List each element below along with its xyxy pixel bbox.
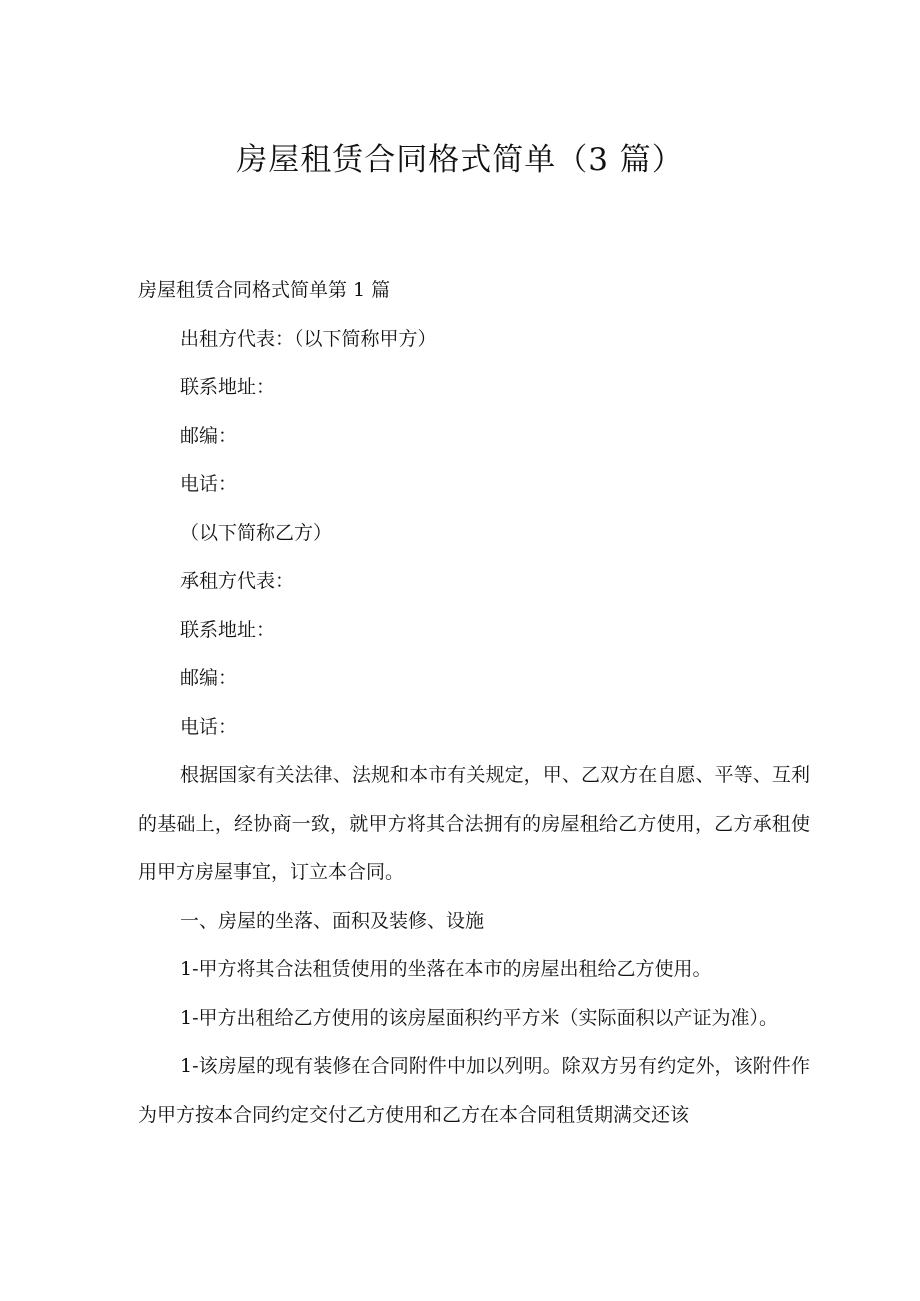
document-title: 房屋租赁合同格式简单（3 篇）: [236, 142, 684, 178]
lessor-address-line: 联系地址：: [180, 376, 276, 398]
lessee-abbreviation-line: （以下简称乙方）: [180, 521, 333, 544]
clause-paragraph: 1-该房屋的现有装修在合同附件中加以列明。除双方另有约定外，该附件作为甲方按本合同约定交付乙方使用和乙方在本合同租赁期满交还该: [138, 1055, 810, 1126]
document-body: [138, 266, 810, 1139]
lessor-phone-line: 电话：: [180, 473, 238, 495]
lessor-postcode-line: 邮编：: [180, 424, 238, 447]
lessor-representative-line: 出租方代表：（以下简称甲方）: [180, 327, 437, 350]
clause-paragraph: 1-甲方出租给乙方使用的该房屋面积约平方米（实际面积以产证为准）。: [180, 1006, 779, 1029]
section-heading: 房屋租赁合同格式简单第 1 篇: [138, 279, 391, 301]
preamble-paragraph: 根据国家有关法律、法规和本市有关规定，甲、乙双方在自愿、平等、互利的基础上，经协商一致，就甲方将其合法拥有的房屋租给乙方使用，乙方承租使用甲方房屋事宜，订立本合同。: [138, 764, 810, 883]
lessee-address-line: 联系地址：: [180, 618, 276, 641]
clause-paragraph: 1-甲方将其合法租赁使用的坐落在本市的房屋出租给乙方使用。: [180, 958, 712, 980]
lessee-postcode-line: 邮编：: [180, 667, 238, 689]
lessee-phone-line: 电话：: [180, 715, 238, 738]
lessee-representative-line: 承租方代表：: [180, 570, 295, 592]
clause-heading: 一、房屋的坐落、面积及装修、设施: [180, 909, 485, 932]
